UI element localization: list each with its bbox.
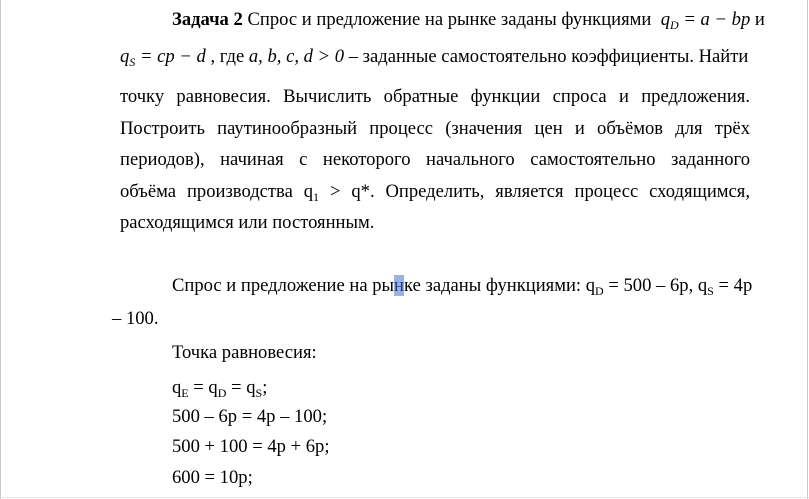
left-border: [0, 0, 1, 499]
task-line-2: $q_S$ = cp − d , где a, b, c, d > 0 – заданные самостоятельно коэффициенты. Найти: [120, 46, 749, 69]
equation-4: 600 = 10p;: [172, 467, 253, 488]
text-cursor-highlight: н: [394, 275, 404, 296]
equation-1: $q_E = q_D = q_S$;: [172, 377, 268, 400]
task-line-6: объёма производства $q_1 > q*$. Определить, является процесс сходящимся,: [120, 181, 750, 204]
solution-intro: Спрос и предложение на рынке заданы функциями: $q_D = 500 - 6p$, $q_S = 4p$: [172, 275, 753, 298]
task-line-1: Задача 2 Спрос и предложение на рынке заданы функциями $q_D = a$ − bp и: [172, 9, 765, 32]
equilibrium-label: Точка равновесия:: [172, 342, 317, 363]
solution-intro-wrap: – 100.: [112, 308, 159, 329]
equation-3: 500 + 100 = 4p + 6p;: [172, 436, 330, 457]
equation-2: 500 – 6p = 4p – 100;: [172, 406, 328, 427]
right-border: [807, 0, 808, 499]
coefficients: a, b, c, d > 0: [248, 46, 345, 67]
task-line-5: периодов), начиная с некоторого начального самостоятельно заданного: [120, 149, 750, 170]
task-line-3: точку равновесия. Вычислить обратные функции спроса и предложения.: [120, 86, 750, 107]
bottom-border: [0, 497, 809, 498]
task-title: Задача 2: [172, 9, 243, 30]
task-line-4: Построить паутинообразный процесс (значения цен и объёмов для трёх: [120, 118, 750, 139]
demand-function: $q_D = a$ − bp: [660, 9, 751, 32]
supply-function: $q_S$ = cp − d: [120, 46, 206, 69]
task-line-7: расходящимся или постоянным.: [120, 212, 375, 233]
